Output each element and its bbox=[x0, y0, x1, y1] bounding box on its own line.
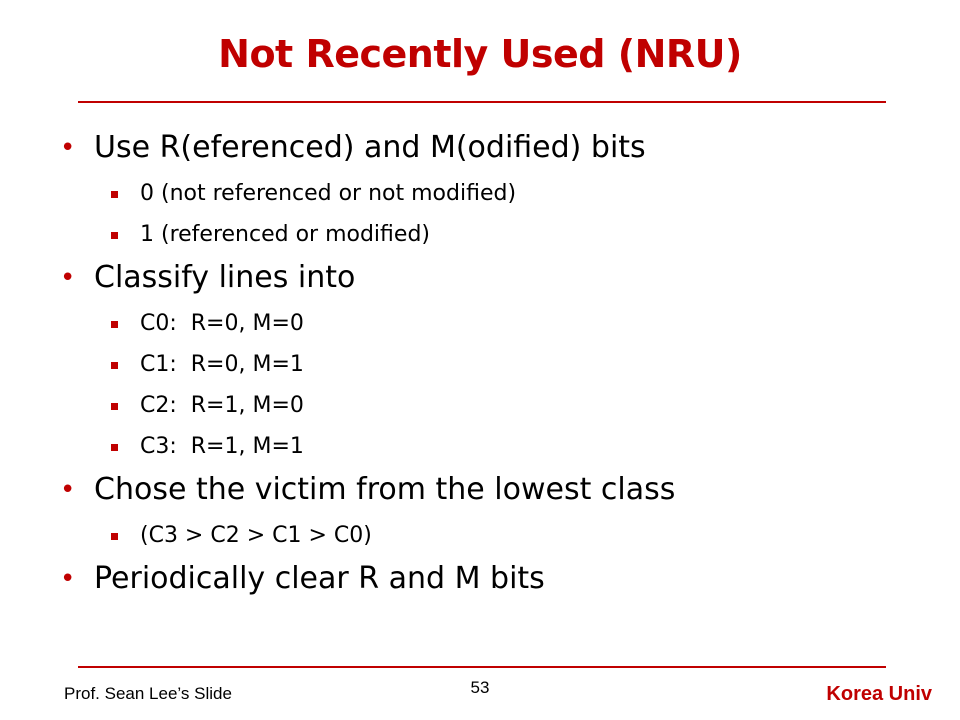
slide-title: Not Recently Used (NRU) bbox=[218, 32, 742, 76]
sub-bullet-item bbox=[60, 432, 900, 462]
bullet-dot-icon: • bbox=[60, 475, 76, 505]
square-bullet-icon bbox=[111, 321, 118, 328]
footer-institution: Korea Univ bbox=[826, 683, 932, 705]
square-bullet-icon bbox=[111, 533, 118, 540]
slide-content bbox=[60, 128, 900, 599]
square-bullet-icon bbox=[111, 362, 118, 369]
bullet-item bbox=[60, 559, 900, 599]
bullet-dot-icon: • bbox=[60, 133, 76, 163]
sub-bullet-text: C3: R=1, M=1 bbox=[140, 434, 304, 459]
sub-bullet-text: 0 (not referenced or not modified) bbox=[140, 181, 517, 206]
bullet-item bbox=[60, 470, 900, 510]
sub-bullet-item bbox=[60, 309, 900, 339]
sub-bullet-item bbox=[60, 179, 900, 209]
square-bullet-icon bbox=[111, 444, 118, 451]
sub-bullet-item bbox=[60, 391, 900, 421]
bullet-item bbox=[60, 128, 900, 168]
page-number: 53 bbox=[470, 678, 490, 697]
sub-bullet-item bbox=[60, 521, 900, 551]
sub-bullet-text: 1 (referenced or modified) bbox=[140, 222, 430, 247]
sub-bullet-text: (C3 > C2 > C1 > C0) bbox=[140, 523, 372, 548]
sub-bullet-item bbox=[60, 350, 900, 380]
footer-divider bbox=[78, 666, 886, 668]
bullet-text: Periodically clear R and M bits bbox=[94, 561, 545, 596]
bullet-text: Use R(eferenced) and M(odified) bits bbox=[94, 130, 646, 165]
sub-bullet-text: C2: R=1, M=0 bbox=[140, 393, 304, 418]
bullet-dot-icon: • bbox=[60, 564, 76, 594]
square-bullet-icon bbox=[111, 191, 118, 198]
sub-bullet-item bbox=[60, 220, 900, 250]
title-divider bbox=[78, 101, 886, 103]
bullet-dot-icon: • bbox=[60, 263, 76, 293]
bullet-item bbox=[60, 258, 900, 298]
square-bullet-icon bbox=[111, 403, 118, 410]
sub-bullet-text: C1: R=0, M=1 bbox=[140, 352, 304, 377]
footer-author: Prof. Sean Lee’s Slide bbox=[64, 684, 232, 703]
square-bullet-icon bbox=[111, 232, 118, 239]
bullet-text: Chose the victim from the lowest class bbox=[94, 472, 676, 507]
bullet-text: Classify lines into bbox=[94, 260, 356, 295]
sub-bullet-text: C0: R=0, M=0 bbox=[140, 311, 304, 336]
